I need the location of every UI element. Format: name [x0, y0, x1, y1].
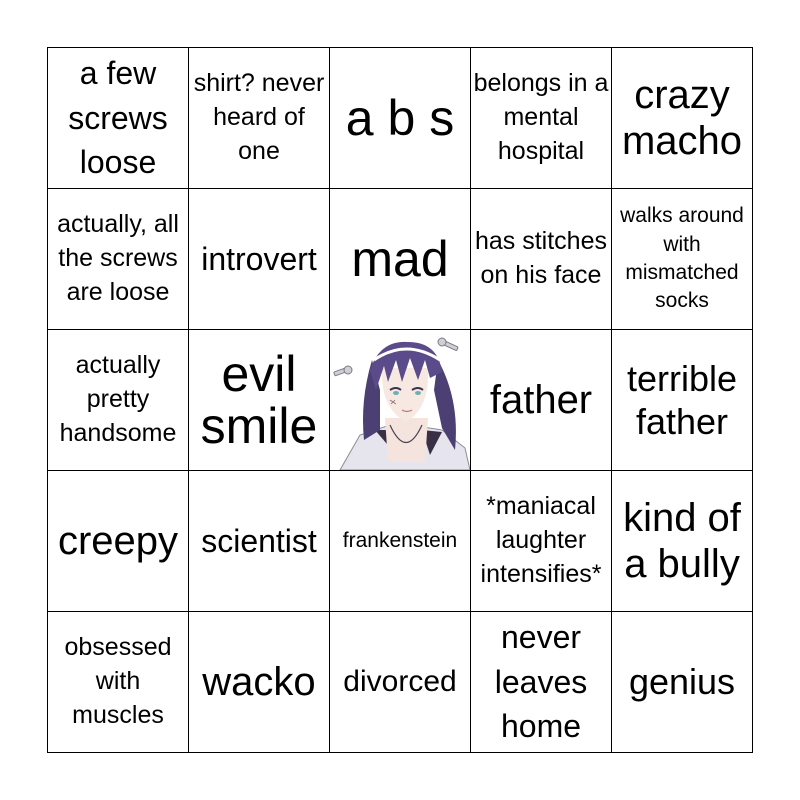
cell-label: kind of a bully — [623, 496, 741, 586]
bingo-cell[interactable] — [48, 471, 189, 612]
cell-label: scientist — [201, 522, 317, 559]
bingo-cell[interactable] — [330, 48, 471, 189]
cell-label: a b s — [345, 89, 455, 146]
bingo-cell[interactable] — [612, 189, 753, 330]
bingo-board — [47, 47, 753, 753]
bingo-cell[interactable] — [612, 471, 753, 612]
bingo-cell[interactable] — [48, 330, 189, 471]
cell-label: genius — [628, 661, 736, 703]
bingo-cell[interactable] — [471, 612, 612, 753]
anime-character-portrait-icon — [330, 330, 470, 470]
cell-label: creepy — [57, 519, 179, 563]
cell-label: divorced — [343, 665, 457, 698]
bingo-cell[interactable] — [612, 612, 753, 753]
cell-label: actually, all the screws are loose — [57, 210, 179, 306]
bingo-cell[interactable] — [471, 189, 612, 330]
cell-label: a few screws loose — [68, 54, 168, 181]
bingo-cell[interactable] — [330, 471, 471, 612]
cell-label: crazy macho — [621, 73, 743, 163]
bingo-cell[interactable] — [48, 612, 189, 753]
cell-label: never leaves home — [494, 618, 588, 745]
bingo-cell[interactable] — [189, 48, 330, 189]
cell-label: shirt? never heard of one — [193, 69, 325, 165]
bingo-cell[interactable] — [189, 330, 330, 471]
cell-label: *maniacal laughter intensifies* — [480, 492, 602, 588]
bingo-cell[interactable] — [48, 48, 189, 189]
bingo-cell[interactable] — [330, 612, 471, 753]
bingo-cell[interactable] — [471, 471, 612, 612]
bingo-cell[interactable] — [189, 189, 330, 330]
cell-label: evil smile — [200, 345, 318, 454]
bingo-cell[interactable] — [612, 330, 753, 471]
bingo-cell[interactable] — [330, 189, 471, 330]
cell-label: terrible father — [626, 357, 738, 442]
bingo-cell[interactable] — [471, 330, 612, 471]
cell-label: belongs in a mental hospital — [473, 69, 609, 165]
cell-label: frankenstein — [342, 528, 458, 552]
bingo-cell[interactable] — [189, 471, 330, 612]
cell-label: mad — [351, 230, 449, 287]
bingo-cell[interactable] — [612, 48, 753, 189]
bingo-cell[interactable] — [189, 612, 330, 753]
cell-label: actually pretty handsome — [59, 351, 177, 447]
cell-label: wacko — [202, 660, 316, 704]
bingo-cell[interactable] — [48, 189, 189, 330]
bingo-cell[interactable] — [471, 48, 612, 189]
cell-label: father — [489, 378, 593, 422]
free-space-cell[interactable] — [330, 330, 471, 471]
cell-label: has stitches on his face — [474, 227, 607, 289]
cell-label: walks around with mismatched socks — [620, 204, 744, 313]
cell-label: obsessed with muscles — [64, 633, 172, 729]
cell-label: introvert — [201, 240, 317, 277]
